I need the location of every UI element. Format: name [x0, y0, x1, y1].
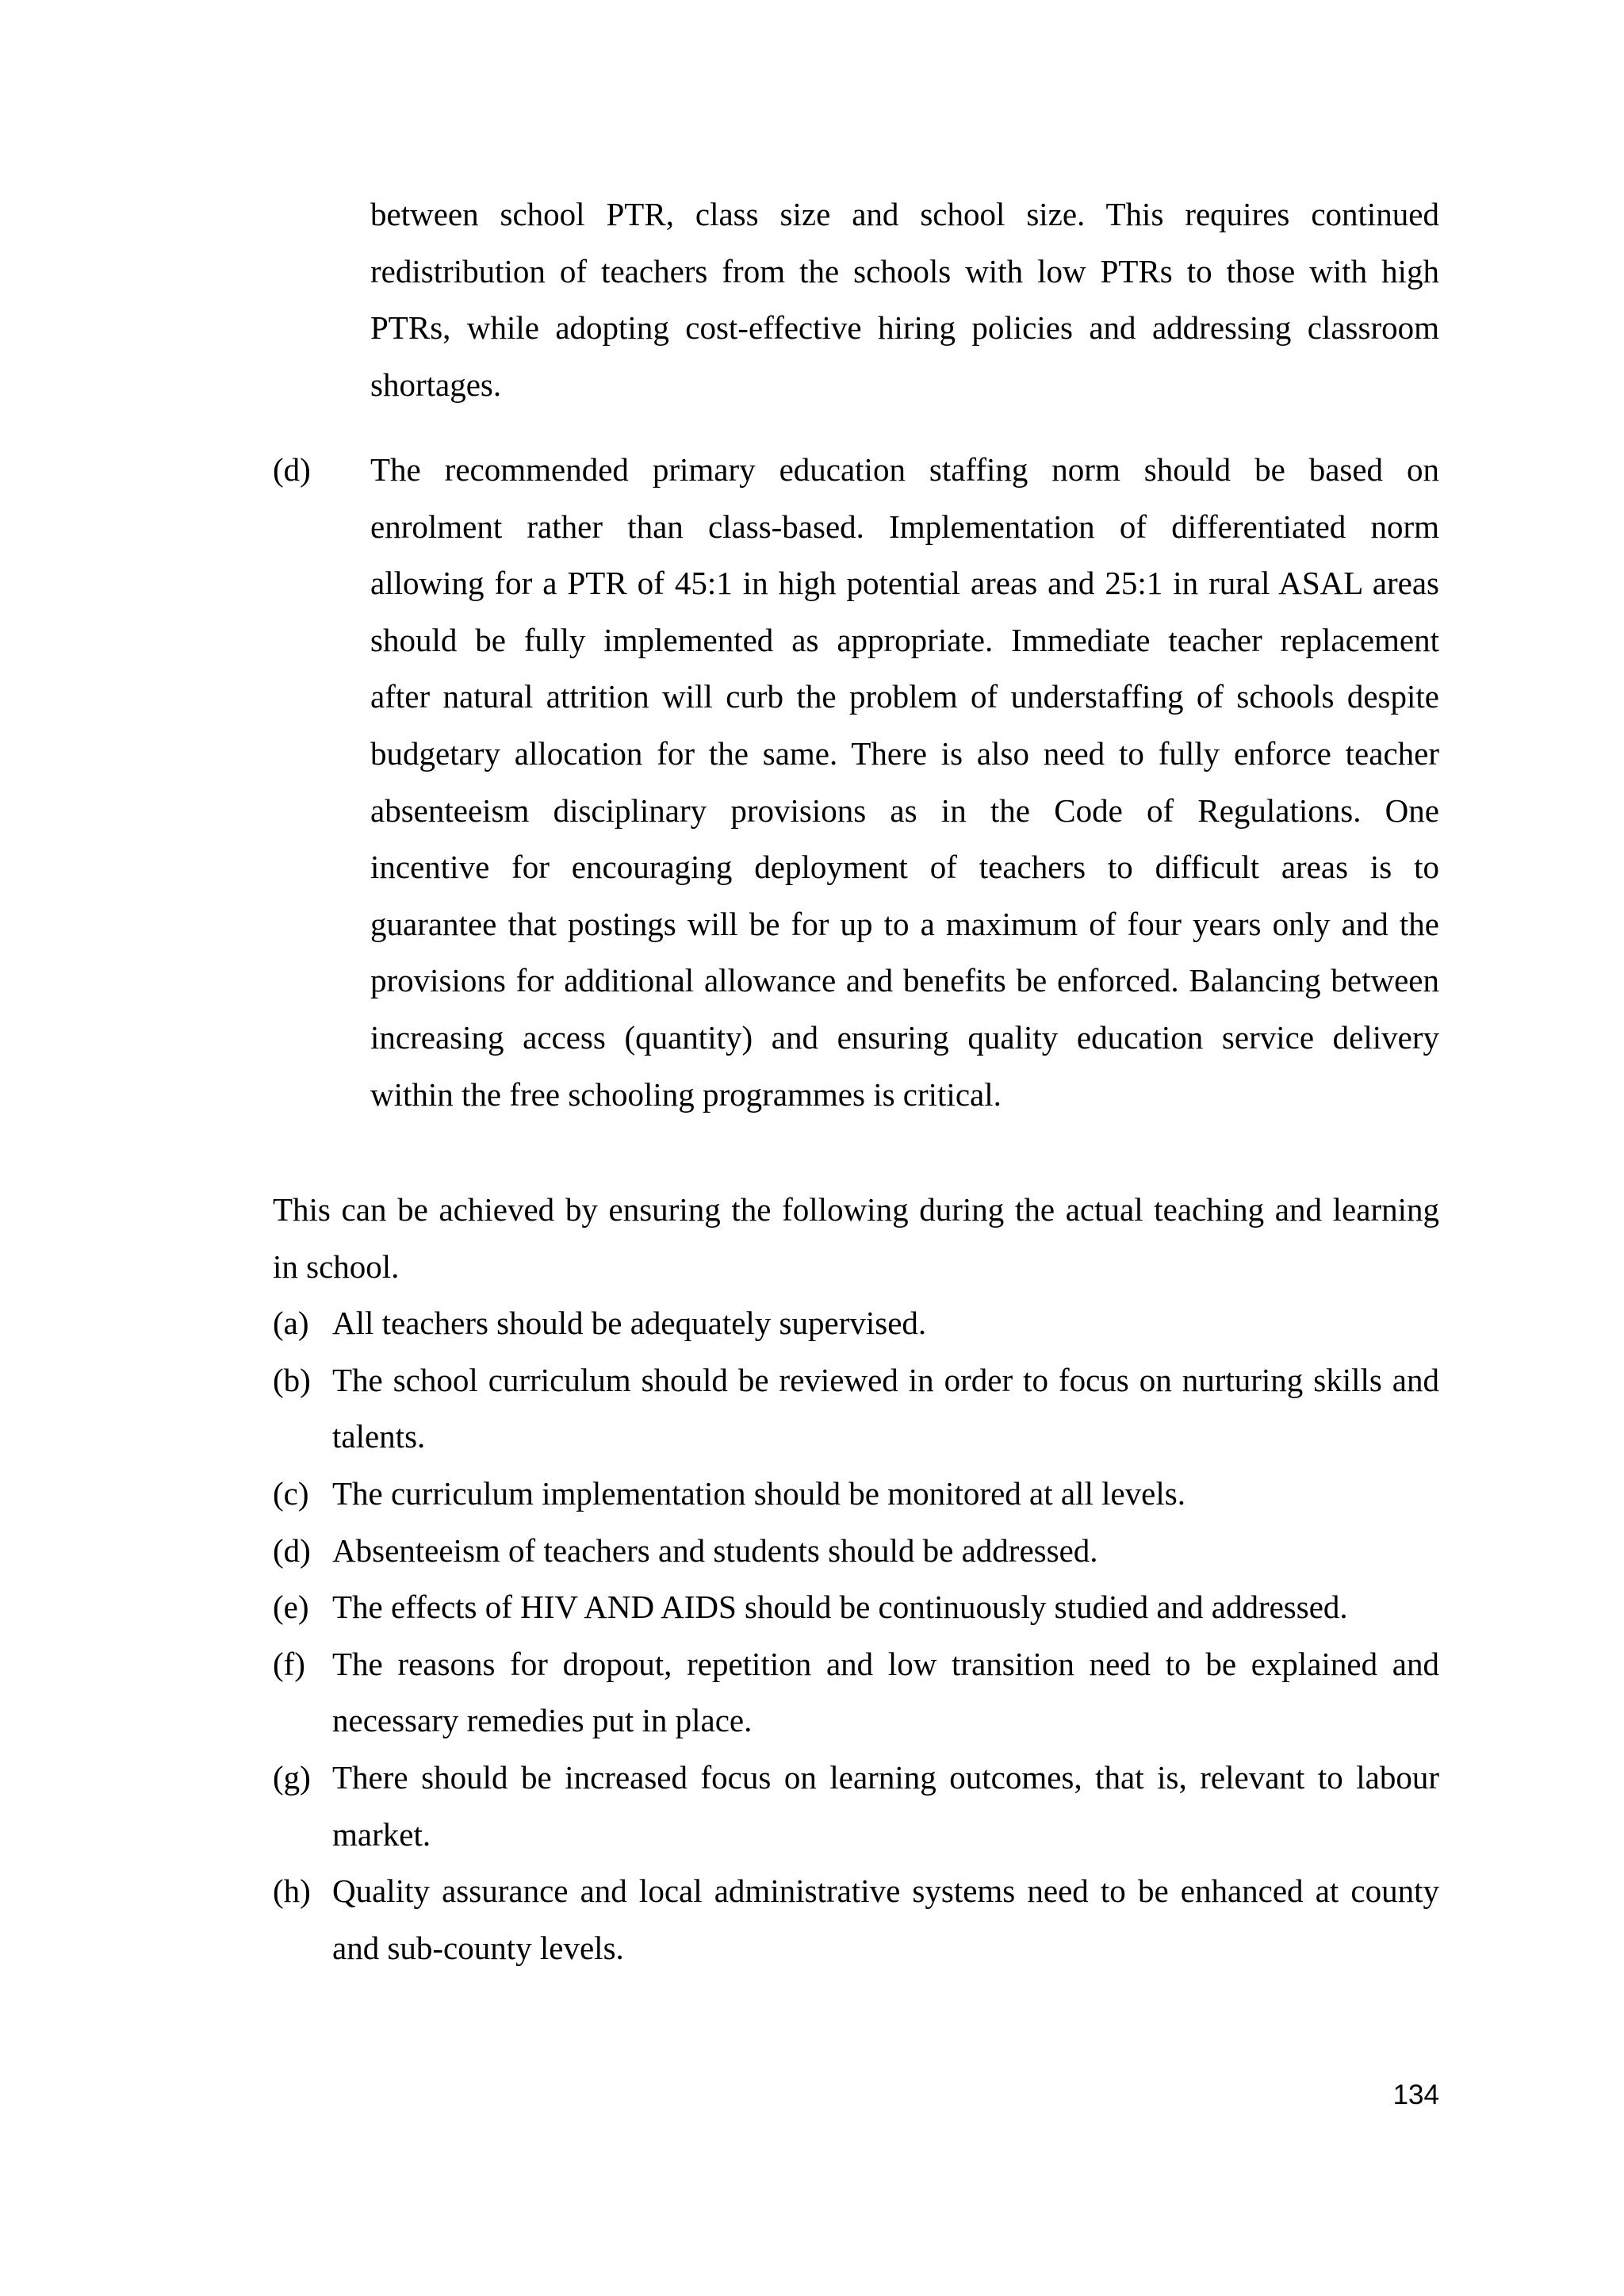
recommendation-list — [273, 1295, 1439, 1976]
list-item-line: and sub-county levels. — [332, 1929, 624, 1966]
list-item-line: talents. — [332, 1418, 426, 1455]
list-item-label: (e) — [273, 1589, 309, 1626]
list-item-f — [273, 1636, 1439, 1750]
list-item-a — [273, 1295, 1439, 1352]
list-item-text — [332, 1523, 1439, 1580]
list-item-c — [273, 1466, 1439, 1523]
list-item-e — [273, 1579, 1439, 1636]
paragraph-line: after natural attrition will curb the problem of understaffing of schools despite — [370, 678, 1439, 715]
list-item-text — [332, 1579, 1439, 1636]
list-item-line: The school curriculum should be reviewed in order to focus on nurturing skills and — [332, 1361, 1439, 1398]
list-item-text — [332, 1636, 1439, 1750]
intro-paragraph — [273, 1182, 1439, 1295]
paragraph-line: provisions for additional allowance and benefits be enforced. Balancing between — [370, 962, 1439, 999]
list-item-line: All teachers should be adequately supervised. — [332, 1305, 927, 1342]
list-item-line: market. — [332, 1815, 431, 1853]
list-item-label: (d) — [273, 1531, 311, 1569]
list-item-label: (a) — [273, 1305, 309, 1342]
list-item-label: (h) — [273, 1872, 311, 1910]
list-item-line: The reasons for dropout, repetition and low transition need to be explained and — [332, 1645, 1439, 1682]
paragraph-line: enrolment rather than class-based. Implementation of differentiated norm — [370, 508, 1439, 545]
list-item-text — [332, 1295, 1439, 1352]
paragraph-line: absenteeism disciplinary provisions as in the Code of Regulations. One — [370, 792, 1439, 829]
paragraph-line: incentive for encouraging deployment of teachers to difficult areas is to — [370, 849, 1439, 886]
paragraph-line: guarantee that postings will be for up to a maximum of four years only and the — [370, 905, 1439, 942]
list-item-line: Absenteeism of teachers and students should be addressed. — [332, 1531, 1098, 1569]
list-item-label: (g) — [273, 1758, 311, 1796]
list-item-text — [332, 1352, 1439, 1466]
page-number: 134 — [1392, 2079, 1439, 2110]
list-item-text — [332, 1863, 1439, 1976]
paragraph-line: allowing for a PTR of 45:1 in high potential areas and 25:1 in rural ASAL areas — [370, 565, 1439, 602]
paragraph-line: within the free schooling programmes is critical. — [370, 1075, 1002, 1113]
list-item-line: There should be increased focus on learning outcomes, that is, relevant to labour — [332, 1758, 1439, 1796]
list-item-line: necessary remedies put in place. — [332, 1702, 753, 1739]
paragraph-line: in school. — [273, 1248, 400, 1285]
list-item-d — [273, 1523, 1439, 1580]
list-item-label: (c) — [273, 1474, 309, 1512]
list-item-label: (b) — [273, 1361, 311, 1398]
paragraph-line: budgetary allocation for the same. There is also need to fully enforce teacher — [370, 734, 1439, 772]
paragraph-line: PTRs, while adopting cost-effective hiring policies and addressing classroom — [370, 309, 1439, 347]
item-d-paragraph — [370, 442, 1439, 1123]
list-item-text — [332, 1466, 1439, 1523]
list-item-g — [273, 1750, 1439, 1863]
continuation-paragraph — [370, 186, 1439, 413]
paragraph-line: shortages. — [370, 366, 502, 403]
list-item-line: Quality assurance and local administrative systems need to be enhanced at county — [332, 1872, 1439, 1910]
list-item-line: The effects of HIV AND AIDS should be continuously studied and addressed. — [332, 1589, 1348, 1626]
paragraph-line: between school PTR, class size and school size. This requires continued — [370, 196, 1439, 232]
list-item-b — [273, 1352, 1439, 1466]
paragraph-line: increasing access (quantity) and ensuring quality education service delivery — [370, 1018, 1439, 1056]
paragraph-line: The recommended primary education staffing norm should be based on — [370, 451, 1439, 488]
item-d-label: (d) — [273, 451, 311, 488]
list-item-text — [332, 1750, 1439, 1863]
paragraph-line: This can be achieved by ensuring the following during the actual teaching and learning — [273, 1191, 1439, 1228]
list-item-line: The curriculum implementation should be monitored at all levels. — [332, 1474, 1185, 1512]
paragraph-line: should be fully implemented as appropriate. Immediate teacher replacement — [370, 621, 1439, 658]
list-item-h — [273, 1863, 1439, 1976]
paragraph-line: redistribution of teachers from the schools with low PTRs to those with high — [370, 252, 1439, 289]
list-item-label: (f) — [273, 1645, 305, 1682]
